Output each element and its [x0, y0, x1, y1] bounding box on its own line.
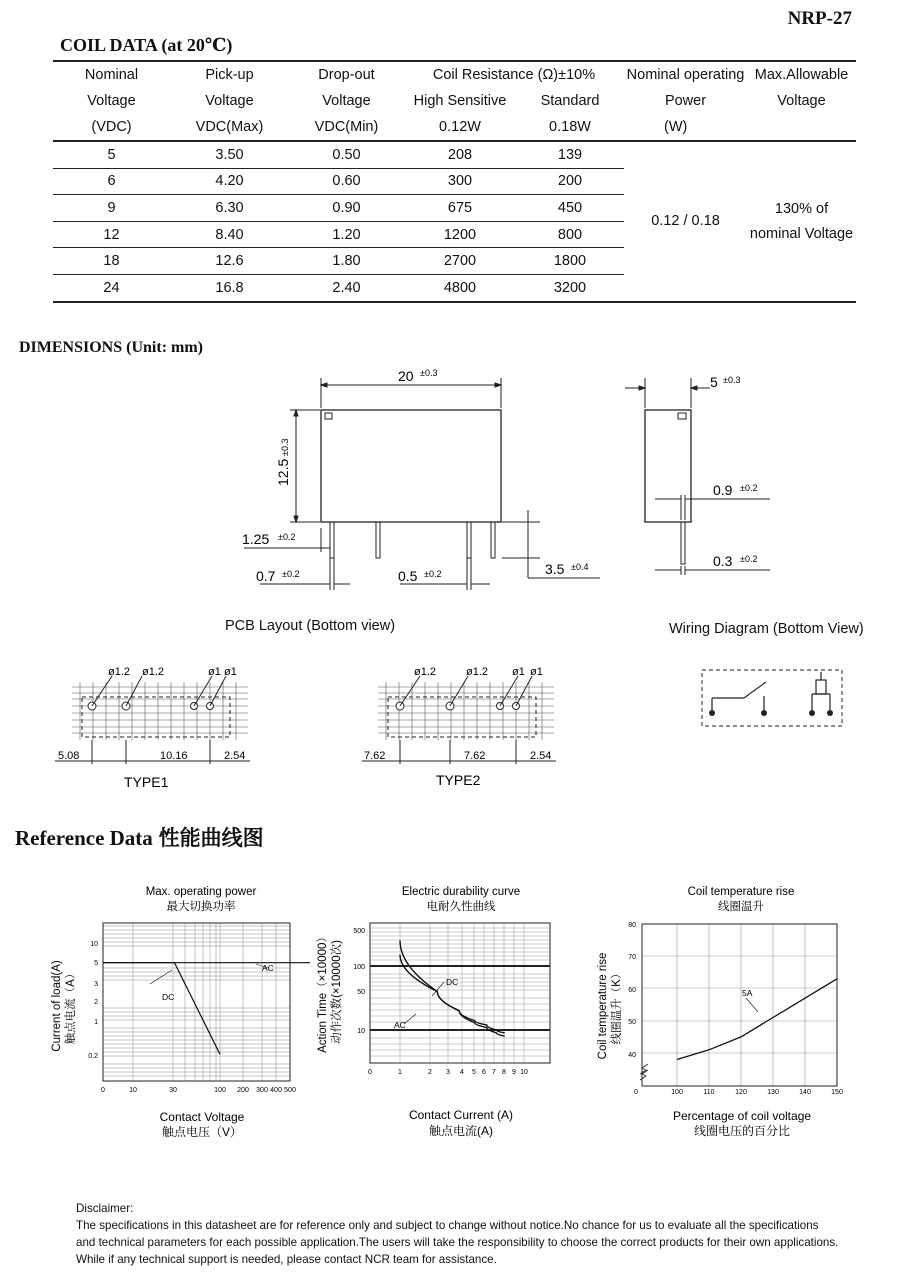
document-code: NRP-27	[787, 8, 852, 29]
series-label-dc: DC	[446, 977, 459, 987]
x-tick-label: 0	[634, 1089, 638, 1096]
disclaimer-line: While if any technical support is needed, please contact NCR team for assistance.	[76, 1253, 497, 1266]
x-axis-label: Contact Voltage	[159, 1110, 245, 1124]
table-cell: 5	[53, 141, 170, 168]
max-voltage-line1: 130% of	[774, 200, 829, 217]
table-cell: 675	[404, 195, 516, 222]
chart-title: Coil temperature rise	[687, 886, 795, 898]
reference-title-cn: 性能曲线图	[158, 826, 264, 850]
table-cell: 9	[53, 195, 170, 222]
y-axis-label: Coil temperature rise	[597, 952, 609, 1060]
pitch-label: 2.54	[530, 750, 552, 762]
table-cell: 208	[404, 141, 516, 168]
dim-length: 20	[398, 368, 414, 384]
header-cell: Voltage	[322, 93, 371, 109]
table-cell: 0.90	[289, 195, 404, 222]
series-line-ac	[103, 963, 310, 1074]
dim-pin-width: 0.7	[256, 568, 276, 584]
header-cell: Pick-up	[170, 61, 289, 88]
x-tick-label: 500	[284, 1087, 296, 1094]
series-label-5a: 5A	[742, 988, 753, 998]
y-tick-label: 0.2	[88, 1053, 98, 1060]
dim-tolerance: ±0.3	[723, 375, 741, 385]
y-tick-label: 60	[628, 987, 636, 994]
header-cell: Voltage	[87, 93, 136, 109]
x-axis-label: Contact Current (A)	[408, 1108, 514, 1122]
disclaimer-title: Disclaimer:	[76, 1202, 134, 1215]
x-tick-label: 7	[492, 1069, 496, 1076]
x-tick-label: 9	[512, 1069, 516, 1076]
x-axis-label-cn: 线圈电压的百分比	[693, 1124, 791, 1138]
x-tick-label: 100	[671, 1089, 683, 1096]
pcb-type1-drawing	[50, 660, 260, 790]
disclaimer-line: and technical parameters for each possible application.The users will take the responsibility to choose the correct products for their own applications.	[76, 1236, 839, 1249]
x-tick-label: 6	[482, 1069, 486, 1076]
table-cell: 6	[53, 168, 170, 195]
hole-label: ø1.2	[466, 666, 489, 678]
pitch-label: 2.54	[224, 750, 246, 762]
table-cell: 6.30	[170, 195, 289, 222]
header-cell: Nominal operating	[624, 61, 747, 88]
table-cell: 12.6	[170, 248, 289, 275]
x-axis-label-cn: 触点电流(A)	[429, 1124, 493, 1138]
x-tick-label: 0	[368, 1069, 372, 1076]
y-tick-label: 50	[628, 1019, 636, 1026]
dim-side-pin: 0.9	[713, 482, 733, 498]
table-cell: 800	[516, 221, 624, 248]
dimensions-title: DIMENSIONS (Unit: mm)	[19, 339, 203, 356]
dim-height: 12.5	[275, 458, 291, 486]
header-cell: VDC(Max)	[170, 114, 289, 141]
hole-label: ø1	[530, 666, 543, 678]
x-tick-label: 0	[101, 1087, 105, 1094]
x-tick-label: 120	[735, 1089, 747, 1096]
table-cell: 1200	[404, 221, 516, 248]
pcb-layout-title: PCB Layout (Bottom view)	[225, 618, 396, 634]
dim-tolerance: ±0.2	[740, 554, 758, 564]
hole-label: ø1	[512, 666, 525, 678]
series-line-5a	[677, 979, 837, 1060]
chart-title: Max. operating power	[145, 886, 257, 898]
header-cell: Coil Resistance (Ω)±10%	[404, 61, 624, 88]
chart-title-cn: 最大切换功率	[166, 901, 236, 913]
header-cell: VDC(Min)	[289, 114, 404, 141]
table-cell: 8.40	[170, 221, 289, 248]
y-tick-label: 100	[353, 964, 365, 971]
header-cell: Power	[664, 93, 707, 109]
series-label-ac: AC	[262, 963, 274, 973]
hole-label: ø1	[224, 666, 237, 678]
front-view-drawing	[230, 360, 610, 600]
pitch-label: 5.08	[58, 750, 80, 762]
coil-data-title: COIL DATA (at 20℃)	[60, 35, 233, 55]
dim-side-pin-thickness: 0.3	[713, 553, 733, 569]
pitch-label: 7.62	[364, 750, 386, 762]
table-cell: 1800	[516, 248, 624, 275]
pcb-type2-drawing	[360, 660, 570, 790]
y-tick-label: 10	[357, 1028, 365, 1035]
wiring-diagram	[700, 668, 850, 730]
dim-pin-length: 3.5	[545, 561, 565, 577]
y-tick-label: 80	[628, 922, 636, 929]
dim-tolerance: ±0.2	[424, 569, 442, 579]
x-tick-label: 30	[169, 1087, 177, 1094]
pcb-type2-label: TYPE2	[436, 772, 481, 788]
x-tick-label: 8	[502, 1069, 506, 1076]
table-cell: 3.50	[170, 141, 289, 168]
y-tick-label: 10	[90, 941, 98, 948]
dim-tolerance: ±0.2	[282, 569, 300, 579]
dim-pin-width2: 0.5	[398, 568, 418, 584]
header-cell: Drop-out	[289, 61, 404, 88]
header-cell: Max.Allowable	[747, 61, 856, 88]
pitch-label: 7.62	[464, 750, 486, 762]
table-cell: 2.40	[289, 274, 404, 301]
x-axis-label-cn: 触点电压（V）	[161, 1125, 243, 1139]
disclaimer	[76, 1200, 838, 1268]
table-cell: 4.20	[170, 168, 289, 195]
chart-max-operating-power	[40, 878, 310, 1148]
header-cell: (W)	[624, 114, 747, 141]
x-tick-label: 110	[703, 1089, 715, 1096]
x-tick-label: 10	[520, 1069, 528, 1076]
side-view-drawing	[615, 360, 785, 580]
x-tick-label: 1	[398, 1069, 402, 1076]
table-cell: 200	[516, 168, 624, 195]
x-tick-label: 300	[256, 1087, 268, 1094]
max-voltage-line2: nominal Voltage	[749, 225, 854, 242]
header-cell: High Sensitive	[413, 93, 507, 109]
table-cell: 3200	[516, 274, 624, 301]
header-cell: Voltage	[777, 93, 826, 109]
reference-title-en: Reference Data	[15, 826, 153, 850]
y-axis-label-cn: 动作次数(×10000次)	[331, 940, 343, 1044]
table-cell: 12	[53, 221, 170, 248]
x-tick-label: 3	[446, 1069, 450, 1076]
x-tick-label: 4	[460, 1069, 464, 1076]
hole-label: ø1.2	[108, 666, 131, 678]
y-axis-label-cn: 线圈温升（K）	[611, 967, 623, 1045]
pcb-type1-label: TYPE1	[124, 774, 169, 790]
y-tick-label: 2	[94, 999, 98, 1006]
max-voltage-value	[747, 141, 856, 302]
table-cell: 300	[404, 168, 516, 195]
hole-label: ø1.2	[414, 666, 437, 678]
table-cell: 24	[53, 274, 170, 301]
header-cell: Nominal	[53, 61, 170, 88]
header-cell: 0.12W	[404, 114, 516, 141]
table-cell: 1.80	[289, 248, 404, 275]
dim-tolerance: ±0.3	[420, 368, 438, 378]
y-tick-label: 3	[94, 981, 98, 988]
table-cell: 0.60	[289, 168, 404, 195]
table-cell: 2700	[404, 248, 516, 275]
header-cell: Voltage	[205, 93, 254, 109]
wiring-diagram-title: Wiring Diagram (Bottom View)	[669, 621, 864, 637]
x-tick-label: 140	[799, 1089, 811, 1096]
x-tick-label: 5	[472, 1069, 476, 1076]
reference-data-title	[15, 822, 264, 852]
dim-width: 5	[710, 374, 718, 390]
dim-tolerance: ±0.4	[571, 562, 589, 572]
x-tick-label: 10	[129, 1087, 137, 1094]
table-cell: 0.50	[289, 141, 404, 168]
x-tick-label: 200	[237, 1087, 249, 1094]
table-cell: 4800	[404, 274, 516, 301]
dim-tolerance: ±0.2	[740, 483, 758, 493]
x-tick-label: 400	[270, 1087, 282, 1094]
dim-pin-offset: 1.25	[242, 531, 270, 547]
x-tick-label: 150	[831, 1089, 843, 1096]
table-cell: 450	[516, 195, 624, 222]
hole-label: ø1.2	[142, 666, 165, 678]
pitch-label: 10.16	[160, 750, 188, 762]
header-cell: 0.18W	[516, 114, 624, 141]
power-value: 0.12 / 0.18	[624, 141, 747, 302]
y-tick-label: 500	[353, 928, 365, 935]
y-tick-label: 1	[94, 1019, 98, 1026]
dim-tolerance: ±0.3	[280, 438, 290, 456]
y-tick-label: 70	[628, 954, 636, 961]
y-tick-label: 50	[357, 989, 365, 996]
header-cell: Standard	[540, 93, 600, 109]
disclaimer-line: The specifications in this datasheet are for reference only and subject to change without notice.No chance for us to evaluate all the specifications	[76, 1219, 819, 1232]
table-cell: 1.20	[289, 221, 404, 248]
chart-title-cn: 电耐久性曲线	[426, 901, 496, 913]
x-tick-label: 130	[767, 1089, 779, 1096]
y-tick-label: 40	[628, 1052, 636, 1059]
coil-data-table	[53, 60, 856, 303]
table-cell: 139	[516, 141, 624, 168]
hole-label: ø1	[208, 666, 221, 678]
table-cell: 16.8	[170, 274, 289, 301]
chart-coil-temperature-rise	[590, 878, 860, 1148]
chart-title-cn: 线圈温升	[718, 901, 764, 913]
x-axis-label: Percentage of coil voltage	[672, 1109, 812, 1123]
table-row	[53, 141, 856, 168]
chart-electric-durability	[312, 878, 572, 1148]
table-cell: 18	[53, 248, 170, 275]
dim-tolerance: ±0.2	[278, 532, 296, 542]
y-axis-label: Action Time（×10000）	[317, 931, 329, 1053]
x-tick-label: 2	[428, 1069, 432, 1076]
header-cell: (VDC)	[53, 114, 170, 141]
y-axis-label: Current of load(A)	[51, 960, 63, 1052]
chart-title: Electric durability curve	[401, 886, 521, 898]
series-label-ac: AC	[394, 1020, 406, 1030]
y-axis-label-cn: 触点电流（A）	[65, 967, 77, 1045]
y-tick-label: 5	[94, 960, 98, 967]
x-tick-label: 100	[214, 1087, 226, 1094]
series-label-dc: DC	[162, 992, 175, 1002]
